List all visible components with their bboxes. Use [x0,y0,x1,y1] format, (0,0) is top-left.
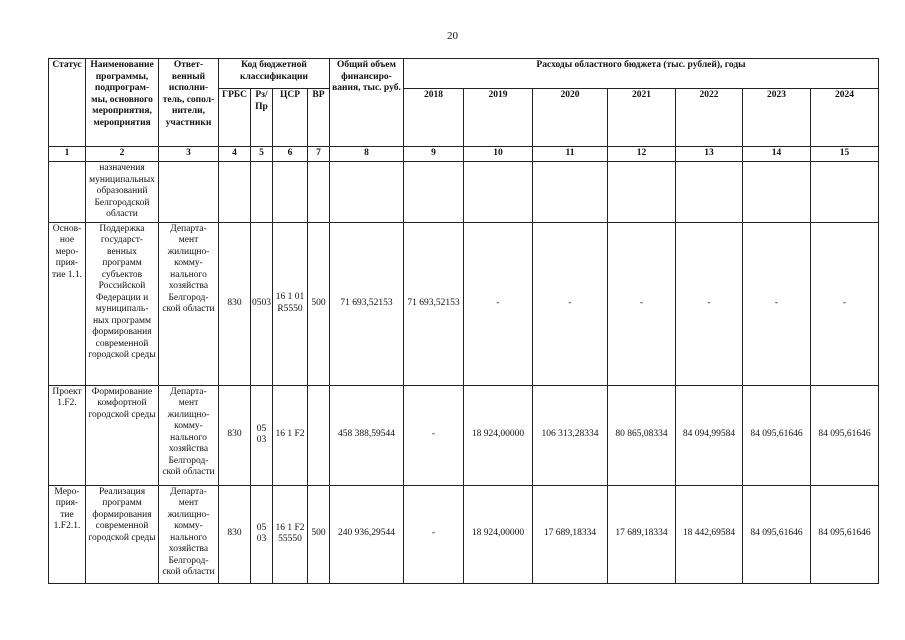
row-total: 71 693,52153 [330,222,404,385]
column-number: 4 [219,147,251,162]
column-number: 10 [464,147,533,162]
row-grbs: 830 [219,485,251,583]
row-year-value: - [464,222,533,385]
table-row [49,485,879,583]
row-executor: Департа- мент жилищно- комму- нального хозяйства Белгород- ской области [159,385,219,485]
row-csr [273,162,308,223]
row-status: Основ- ное меро- прия- тие 1.1. [49,222,86,385]
row-year-value: - [676,222,743,385]
row-year-value: - [811,222,879,385]
column-number: 12 [608,147,676,162]
row-rzpr: 0503 [251,222,273,385]
row-year-value [811,162,879,223]
column-number-row [49,147,879,162]
row-csr: 16 1 01 R5550 [273,222,308,385]
header-total: Общий объем финансиро- вания, тыс. руб. [330,59,404,147]
page-number: 20 [447,30,458,42]
header-name: Наименование программы, подпрограм- мы, основного мероприятия, мероприятия [86,59,159,147]
column-number: 6 [273,147,308,162]
row-grbs [219,162,251,223]
row-year-value: 84 095,61646 [811,485,879,583]
header-rzpr: Рз/ Пр [251,89,273,147]
header-executor: Ответ- венный исполни- тель, сопол- нители, участники [159,59,219,147]
row-year-value: - [743,222,811,385]
row-year-value: 84 095,61646 [743,385,811,485]
row-total: 240 936,29544 [330,485,404,583]
column-number: 8 [330,147,404,162]
header-status: Статус [49,59,86,147]
column-number: 5 [251,147,273,162]
row-status: Проект 1.F2. [49,385,86,485]
column-number: 3 [159,147,219,162]
column-number: 7 [308,147,330,162]
row-year-value: 106 313,28334 [533,385,608,485]
header-budget-code: Код бюджетной классификации [219,59,330,89]
header-vr: ВР [308,89,330,147]
column-number: 15 [811,147,879,162]
row-year-value: 18 924,00000 [464,385,533,485]
row-total [330,162,404,223]
row-total: 458 388,59544 [330,385,404,485]
table-row [49,385,879,485]
column-number: 1 [49,147,86,162]
row-csr: 16 1 F2 55550 [273,485,308,583]
row-year-value [464,162,533,223]
row-executor: Департа- мент жилищно- комму- нального хозяйства Белгород- ской области [159,485,219,583]
row-year-value [608,162,676,223]
row-year-value: 84 095,61646 [811,385,879,485]
header-year: 2023 [743,89,811,147]
header-year: 2020 [533,89,608,147]
header-row-1 [49,59,879,89]
row-executor: Департа- мент жилищно- комму- нального хозяйства Белгород- ской области [159,222,219,385]
header-expenses: Расходы областного бюджета (тыс. рублей), годы [404,59,879,89]
row-rzpr [251,162,273,223]
header-year: 2022 [676,89,743,147]
row-status: Меро- прия- тие 1.F2.1. [49,485,86,583]
row-year-value [533,162,608,223]
row-year-value: 80 865,08334 [608,385,676,485]
column-number: 14 [743,147,811,162]
column-number: 11 [533,147,608,162]
row-name: Реализация программ формирования современной городской среды [86,485,159,583]
row-vr [308,162,330,223]
row-status [49,162,86,223]
row-year-value: 18 442,69584 [676,485,743,583]
row-year-value: 17 689,18334 [608,485,676,583]
row-name: Формирование комфортной городской среды [86,385,159,485]
row-year-value: - [404,485,464,583]
row-rzpr: 05 03 [251,385,273,485]
header-year: 2024 [811,89,879,147]
header-csr: ЦСР [273,89,308,147]
row-grbs: 830 [219,385,251,485]
row-year-value: 71 693,52153 [404,222,464,385]
row-grbs: 830 [219,222,251,385]
row-year-value [743,162,811,223]
column-number: 9 [404,147,464,162]
row-vr: 500 [308,485,330,583]
table-row [49,222,879,385]
budget-table [48,58,879,584]
header-year: 2019 [464,89,533,147]
row-csr: 16 1 F2 [273,385,308,485]
header-year: 2018 [404,89,464,147]
row-year-value [404,162,464,223]
row-year-value: - [404,385,464,485]
row-year-value: - [533,222,608,385]
row-name: назначения муниципальных образований Белгородской области [86,162,159,223]
row-year-value: 84 095,61646 [743,485,811,583]
row-name: Поддержка государст- венных программ субъектов Российской Федерации и муниципаль- ных программ формирования современной городской среды [86,222,159,385]
row-year-value: 84 094,99584 [676,385,743,485]
row-year-value [676,162,743,223]
row-vr: 500 [308,222,330,385]
row-vr [308,385,330,485]
column-number: 13 [676,147,743,162]
table-row [49,162,879,223]
row-year-value: 17 689,18334 [533,485,608,583]
header-year: 2021 [608,89,676,147]
row-year-value: 18 924,00000 [464,485,533,583]
row-year-value: - [608,222,676,385]
header-grbs: ГРБС [219,89,251,147]
row-rzpr: 05 03 [251,485,273,583]
row-executor [159,162,219,223]
column-number: 2 [86,147,159,162]
